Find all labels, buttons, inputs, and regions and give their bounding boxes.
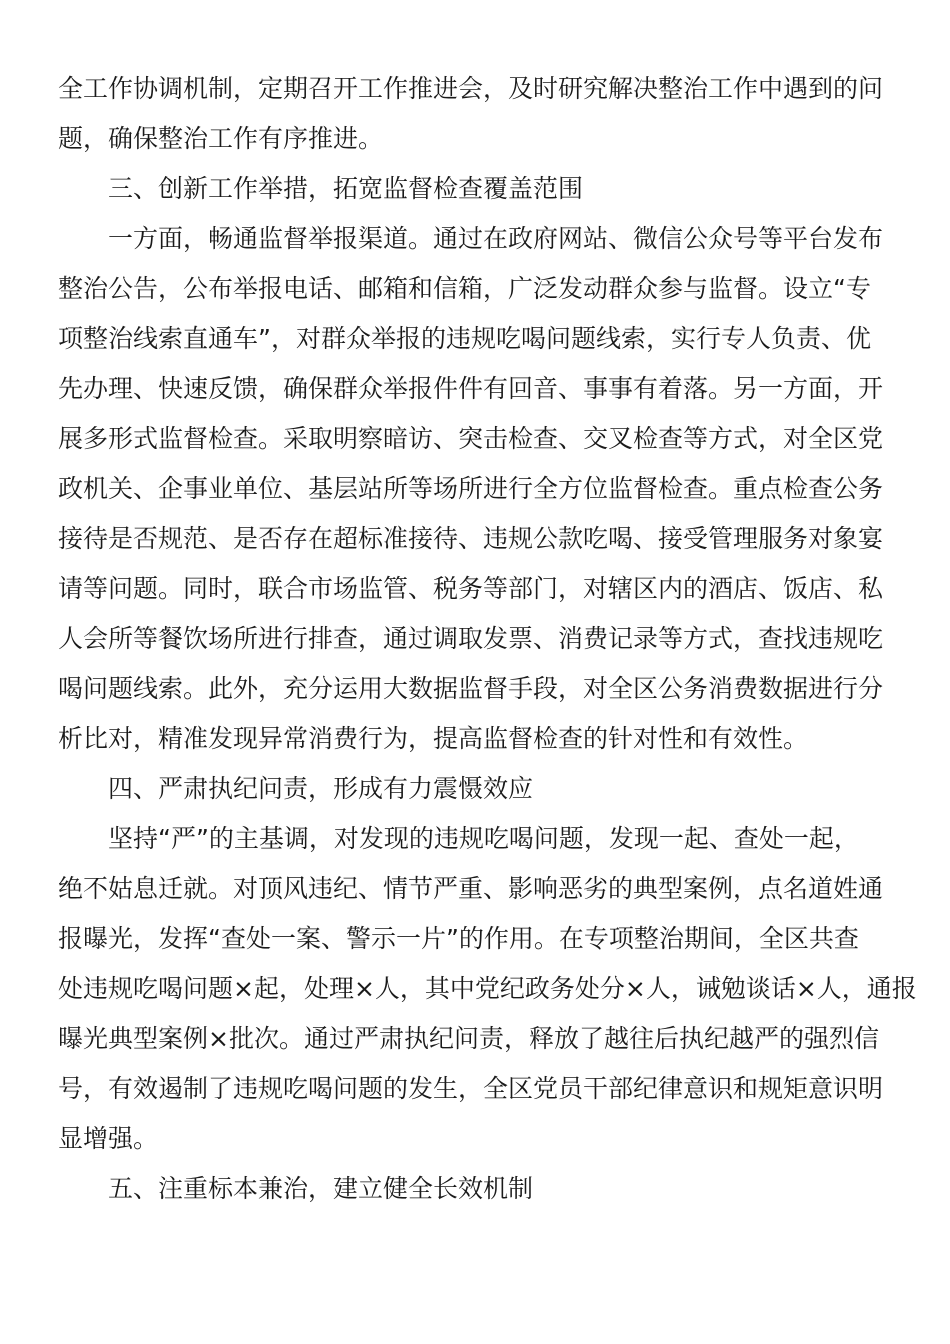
- body-line-18: 报曝光，发挥“查处一案、警示一片”的作用。在专项整治期间，全区共查: [58, 924, 859, 953]
- body-line-7: 先办理、快速反馈，确保群众举报件件有回音、事事有着落。另一方面，开: [58, 374, 884, 403]
- body-line-9: 政机关、企事业单位、基层站所等场所进行全方位监督检查。重点检查公务: [58, 474, 884, 503]
- body-line-4: 一方面，畅通监督举报渠道。通过在政府网站、微信公众号等平台发布: [108, 224, 884, 253]
- body-line-19: 处违规吃喝问题×起，处理×人，其中党纪政务处分×人，诫勉谈话×人，通报: [58, 974, 917, 1003]
- body-line-22: 显增强。: [58, 1124, 159, 1153]
- body-line-13: 喝问题线索。此外，充分运用大数据监督手段，对全区公务消费数据进行分: [58, 674, 884, 703]
- body-line-17: 绝不姑息迁就。对顶风违纪、情节严重、影响恶劣的典型案例，点名道姓通: [58, 874, 884, 903]
- body-line-2: 题，确保整治工作有序推进。: [58, 124, 384, 153]
- body-line-10: 接待是否规范、是否存在超标准接待、违规公款吃喝、接受管理服务对象宴: [58, 524, 884, 553]
- body-line-16: 坚持“严”的主基调，对发现的违规吃喝问题，发现一起、查处一起，: [108, 824, 859, 853]
- body-line-5: 整治公告，公布举报电话、邮箱和信箱，广泛发动群众参与监督。设立“专: [58, 274, 871, 303]
- body-line-1: 全工作协调机制，定期召开工作推进会，及时研究解决整治工作中遇到的问: [58, 74, 884, 103]
- section-heading-3: 三、创新工作举措，拓宽监督检查覆盖范围: [108, 174, 584, 203]
- body-line-21: 号，有效遏制了违规吃喝问题的发生，全区党员干部纪律意识和规矩意识明: [58, 1074, 884, 1103]
- body-line-6: 项整治线索直通车”，对群众举报的违规吃喝问题线索，实行专人负责、优: [58, 324, 871, 353]
- section-heading-5: 五、注重标本兼治，建立健全长效机制: [108, 1174, 534, 1203]
- body-line-11: 请等问题。同时，联合市场监管、税务等部门，对辖区内的酒店、饭店、私: [58, 574, 884, 603]
- body-line-8: 展多形式监督检查。采取明察暗访、突击检查、交叉检查等方式，对全区党: [58, 424, 884, 453]
- section-heading-4: 四、严肃执纪问责，形成有力震慑效应: [108, 774, 534, 803]
- body-line-14: 析比对，精准发现异常消费行为，提高监督检查的针对性和有效性。: [58, 724, 809, 753]
- body-line-20: 曝光典型案例×批次。通过严肃执纪问责，释放了越往后执纪越严的强烈信: [58, 1024, 879, 1053]
- body-line-12: 人会所等餐饮场所进行排查，通过调取发票、消费记录等方式，查找违规吃: [58, 624, 884, 653]
